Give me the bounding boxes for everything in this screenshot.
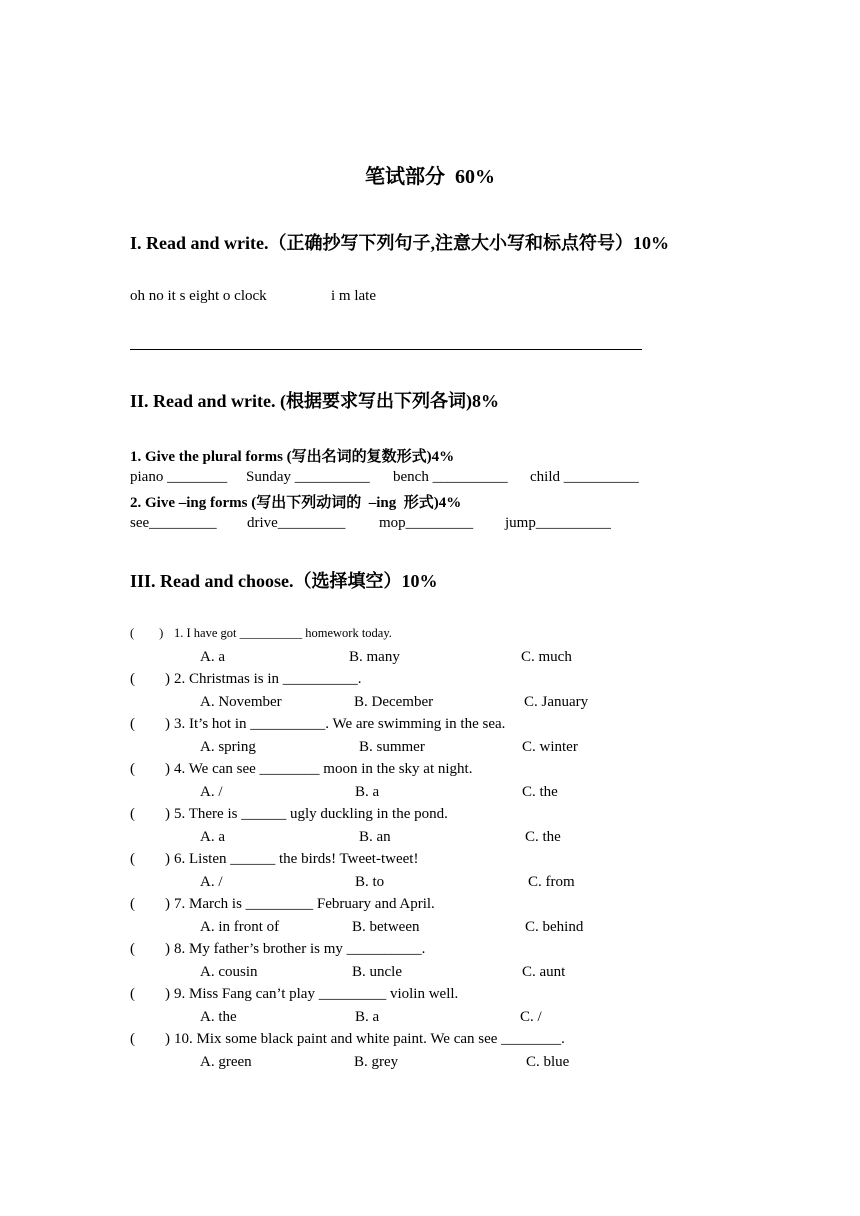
question-6-stem: 6. Listen ______ the birds! Tweet-tweet! <box>174 851 419 867</box>
question-5-option-b[interactable]: B. an <box>359 829 391 845</box>
question-1-stem: 1. I have got __________ homework today. <box>174 626 392 640</box>
question-1-paren[interactable]: ( ) <box>130 626 164 640</box>
question-4-paren[interactable]: ( ) <box>130 761 170 777</box>
question-10-option-b[interactable]: B. grey <box>354 1054 399 1070</box>
question-2-option-b[interactable]: B. December <box>354 694 434 710</box>
question-1-option-b[interactable]: B. many <box>349 649 400 665</box>
ing-word-jump: jump__________ <box>505 515 611 531</box>
question-3-paren[interactable]: ( ) <box>130 716 170 732</box>
page-title: 笔试部分 60% <box>365 166 495 188</box>
question-1-option-c[interactable]: C. much <box>521 649 572 665</box>
question-8-option-c[interactable]: C. aunt <box>522 964 566 980</box>
question-8-paren[interactable]: ( ) <box>130 941 170 957</box>
question-5-paren[interactable]: ( ) <box>130 806 170 822</box>
plural-word-piano: piano ________ <box>130 469 228 485</box>
section-3-heading: III. Read and choose.（选择填空）10% <box>130 571 438 591</box>
question-1-option-a[interactable]: A. a <box>200 649 225 665</box>
question-8-stem: 8. My father’s brother is my __________. <box>174 941 426 957</box>
question-4-option-a[interactable]: A. / <box>200 784 223 800</box>
section-2-heading: II. Read and write. (根据要求写出下列各词)8% <box>130 391 499 411</box>
question-5-option-c[interactable]: C. the <box>525 829 561 845</box>
question-6-option-c[interactable]: C. from <box>528 874 575 890</box>
question-9-paren[interactable]: ( ) <box>130 986 170 1002</box>
question-3-stem: 3. It’s hot in __________. We are swimming in the sea. <box>174 716 506 732</box>
question-4-stem: 4. We can see ________ moon in the sky at night. <box>174 761 473 777</box>
section-1-sentence-b: i m late <box>331 288 376 304</box>
section-1-sentence-a: oh no it s eight o clock <box>130 288 267 304</box>
question-9-option-b[interactable]: B. a <box>355 1009 380 1025</box>
question-7-option-c[interactable]: C. behind <box>525 919 584 935</box>
question-3-option-c[interactable]: C. winter <box>522 739 578 755</box>
question-2-option-a[interactable]: A. November <box>200 694 282 710</box>
ing-word-drive: drive_________ <box>247 515 346 531</box>
question-6-option-a[interactable]: A. / <box>200 874 223 890</box>
question-4-option-b[interactable]: B. a <box>355 784 380 800</box>
question-10-stem: 10. Mix some black paint and white paint. We can see ________. <box>174 1031 565 1047</box>
question-2-paren[interactable]: ( ) <box>130 671 170 687</box>
question-9-stem: 9. Miss Fang can’t play _________ violin well. <box>174 986 459 1002</box>
question-5-option-a[interactable]: A. a <box>200 829 225 845</box>
question-6-option-b[interactable]: B. to <box>355 874 385 890</box>
question-3-option-b[interactable]: B. summer <box>359 739 425 755</box>
question-2-stem: 2. Christmas is in __________. <box>174 671 362 687</box>
question-7-stem: 7. March is _________ February and April. <box>174 896 435 912</box>
question-3-option-a[interactable]: A. spring <box>200 739 256 755</box>
question-4-option-c[interactable]: C. the <box>522 784 558 800</box>
ing-forms-heading: 2. Give –ing forms (写出下列动词的 –ing 形式)4% <box>130 495 462 511</box>
question-7-option-a[interactable]: A. in front of <box>200 919 280 935</box>
question-10-option-a[interactable]: A. green <box>200 1054 252 1070</box>
ing-word-see: see_________ <box>130 515 217 531</box>
question-7-option-b[interactable]: B. between <box>352 919 420 935</box>
question-8-option-b[interactable]: B. uncle <box>352 964 402 980</box>
ing-word-mop: mop_________ <box>379 515 474 531</box>
question-9-option-a[interactable]: A. the <box>200 1009 237 1025</box>
question-5-stem: 5. There is ______ ugly duckling in the pond. <box>174 806 448 822</box>
question-10-option-c[interactable]: C. blue <box>526 1054 570 1070</box>
answer-line[interactable] <box>130 349 642 350</box>
question-10-paren[interactable]: ( ) <box>130 1031 170 1047</box>
question-2-option-c[interactable]: C. January <box>524 694 589 710</box>
question-8-option-a[interactable]: A. cousin <box>200 964 258 980</box>
plural-word-sunday: Sunday __________ <box>246 469 370 485</box>
plural-word-child: child __________ <box>530 469 639 485</box>
section-1-heading: I. Read and write.（正确抄写下列句子,注意大小写和标点符号）10% <box>130 233 669 253</box>
question-7-paren[interactable]: ( ) <box>130 896 170 912</box>
question-9-option-c[interactable]: C. / <box>520 1009 542 1025</box>
question-6-paren[interactable]: ( ) <box>130 851 170 867</box>
plural-word-bench: bench __________ <box>393 469 508 485</box>
plural-forms-heading: 1. Give the plural forms (写出名词的复数形式)4% <box>130 449 455 465</box>
